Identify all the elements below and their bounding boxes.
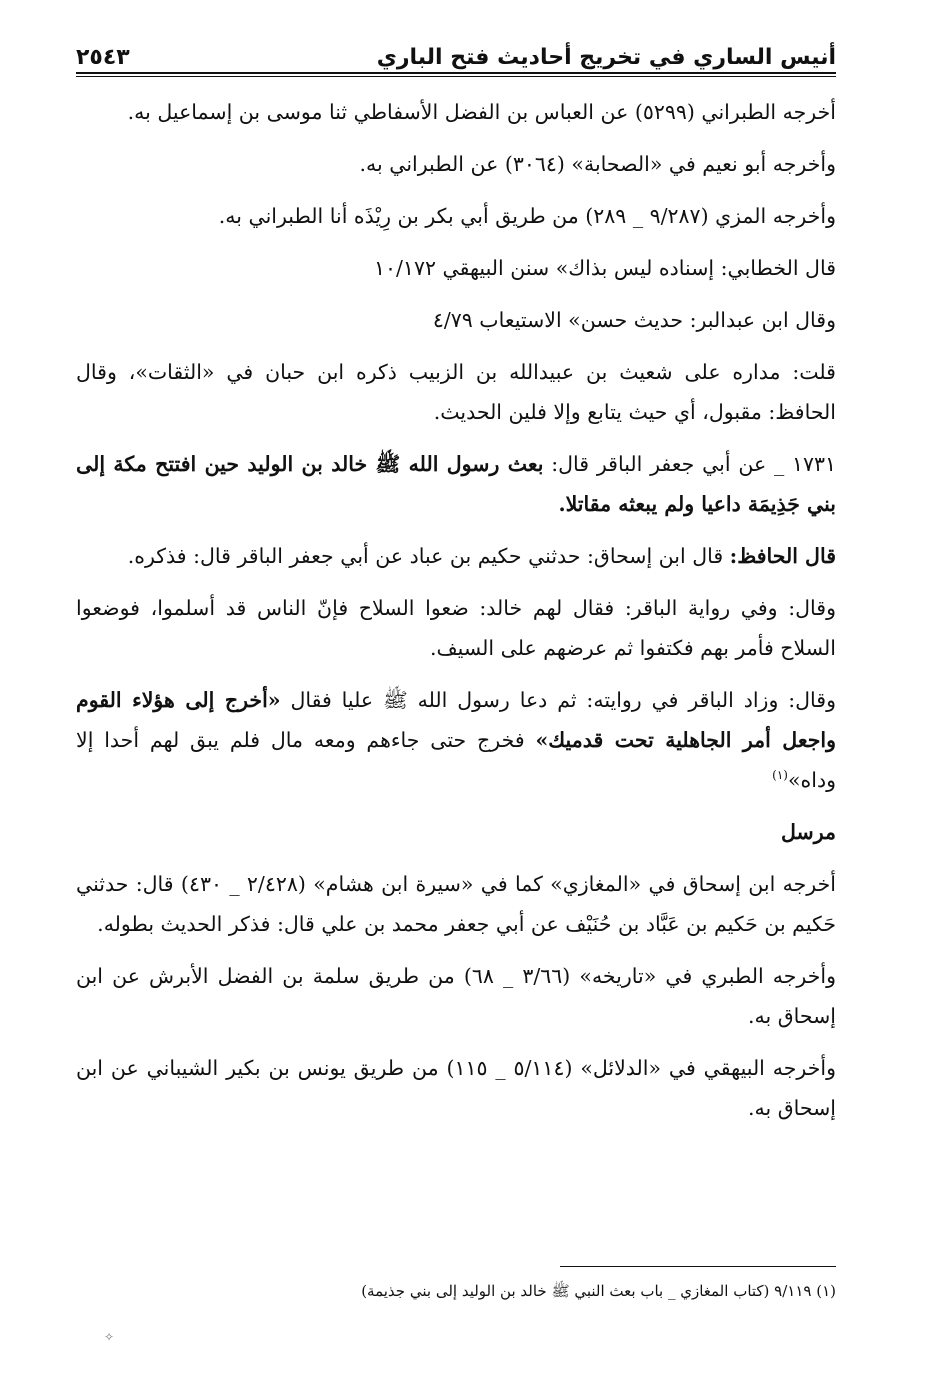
paragraph-baqir-ziyada xyxy=(76,680,836,800)
paragraph-khattabi: قال الخطابي: إسناده ليس بذاك» سنن البيهقي ١٠/١٧٢ xyxy=(374,256,836,280)
scan-speck-mark: ✧ xyxy=(104,1330,115,1344)
footnote-rule xyxy=(560,1266,836,1267)
paragraph-tabarani: أخرجه الطبراني (٥٢٩٩) عن العباس بن الفضل الأسفاطي ثنا موسى بن إسماعيل به. xyxy=(127,100,836,124)
hadith-prefix: ١٧٣١ _ عن أبي جعفر الباقر قال: xyxy=(543,452,837,476)
ziyada-quote: «أخرج إلى هؤلاء القوم واجعل أمر الجاهلية تحت قدميك» xyxy=(76,688,836,752)
paragraph-qultu: قلت: مداره على شعيث بن عبيدالله بن الزبيب ذكره ابن حبان في «الثقات»، وقال الحافظ: مقبول، أي حيث يتابع وإلا فلين الحديث. xyxy=(76,360,836,424)
running-header xyxy=(76,28,836,70)
footnote-reference[interactable]: (١) xyxy=(772,768,788,783)
paragraph-abu-nuaym: وأخرجه أبو نعيم في «الصحابة» (٣٠٦٤) عن الطبراني به. xyxy=(359,152,836,176)
ziyada-before: وقال: وزاد الباقر في روايته: ثم دعا رسول الله ﷺ عليا فقال xyxy=(280,688,836,712)
paragraph-baqir-riwaya: وقال: وفي رواية الباقر: فقال لهم خالد: ضعوا السلاح فإنّ الناس قد أسلموا، فوضعوا السلاح فأمر بهم فكتفوا ثم عرضهم على السيف. xyxy=(76,596,836,660)
takhrij-tabari: وأخرجه الطبري في «تاريخه» (٣/٦٦ _ ٦٨) من طريق سلمة بن الفضل الأبرش عن ابن إسحاق به. xyxy=(76,964,836,1028)
hafiz-text: قال ابن إسحاق: حدثني حكيم بن عباد عن أبي جعفر الباقر قال: فذكره. xyxy=(127,544,730,568)
hadith-1731 xyxy=(76,444,836,524)
page-body xyxy=(76,92,836,1140)
book-title: أنيس الساري في تخريج أحاديث فتح الباري xyxy=(376,45,836,70)
footnote: (١) ٩/١١٩ (كتاب المغازي _ باب بعث النبي ﷺ خالد بن الوليد إلى بني جذيمة) xyxy=(361,1282,836,1300)
hadith-text: بعث رسول الله ﷺ خالد بن الوليد حين افتتح مكة إلى بني جَذِيمَة داعيا ولم يبعثه مقاتلا. xyxy=(76,452,836,516)
hafiz-label: قال الحافظ: xyxy=(729,544,836,568)
ziyada-after: فخرج حتى جاءهم ومعه مال فلم يبق لهم أحدا إلا وداه» xyxy=(76,728,836,792)
paragraph-mizzi: وأخرجه المزي (٩/٢٨٧ _ ٢٨٩) من طريق أبي بكر بن رِيْذَه أنا الطبراني به. xyxy=(218,204,836,228)
header-rule-top xyxy=(76,72,836,74)
page-number: ٢٥٤٣ xyxy=(76,45,130,70)
paragraph-ibn-abdulbarr: وقال ابن عبدالبر: حديث حسن» الاستيعاب ٤/٧٩ xyxy=(432,308,836,332)
paragraph-hafiz xyxy=(76,536,836,576)
header-rule-bottom xyxy=(76,76,836,77)
takhrij-ibn-ishaq: أخرجه ابن إسحاق في «المغازي» كما في «سيرة ابن هشام» (٢/٤٢٨ _ ٤٣٠) قال: حدثني حَكيم بن حَكيم بن عَبَّاد بن حُنَيْف عن أبي جعفر محمد بن علي قال: فذكر الحديث بطوله. xyxy=(76,872,836,936)
section-heading-mursal: مرسل xyxy=(781,820,836,844)
takhrij-bayhaqi: وأخرجه البيهقي في «الدلائل» (٥/١١٤ _ ١١٥) من طريق يونس بن بكير الشيباني عن ابن إسحاق به. xyxy=(76,1056,836,1120)
